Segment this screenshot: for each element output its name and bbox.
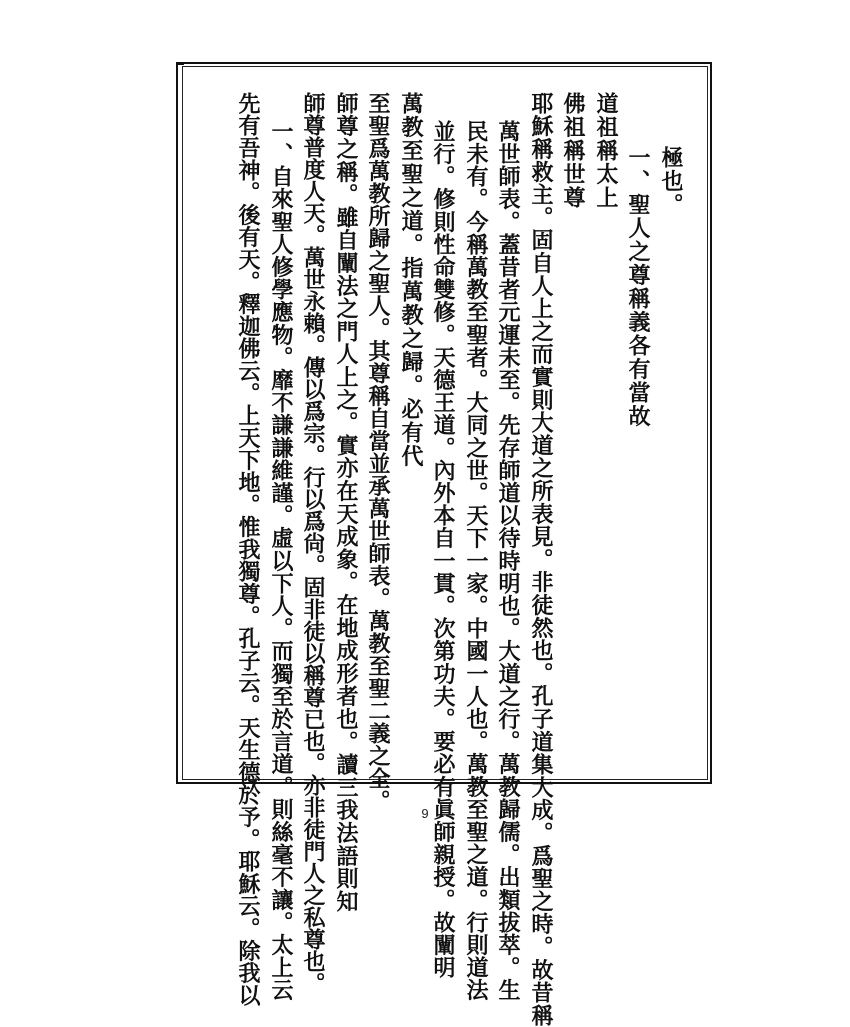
text-column-3: 道祖稱太上	[593, 92, 619, 210]
text-column-7: 民未有。今稱萬教至聖者。大同之世。天下一家。中國一人也。萬教至聖之道。行則道法	[463, 120, 489, 1002]
text-column-2: 一、聖人之尊稱義各有當故	[625, 146, 651, 428]
text-column-12: 師尊普度人天。萬世永賴。傳以爲宗。行以爲尙。固非徒以稱尊已也。亦非徒門人之私尊也。	[300, 92, 326, 994]
text-column-9: 萬教至聖之道。指萬教之歸。必有代	[398, 92, 424, 468]
text-column-1: 極也。	[658, 146, 684, 217]
text-column-8: 並行。修則性命雙修。天德王道。內外本自一貫。次第功夫。要必有眞師親授。故闡明	[430, 120, 456, 979]
text-column-11: 師尊之稱。雖自闡法之門人上之。實亦在天成象。在地成形者也。讀三我法語則知	[333, 92, 359, 913]
text-column-10: 至聖爲萬教所歸之聖人。其尊稱自當並承萬世師表。萬教至聖二義之全。	[365, 92, 391, 812]
border-notch	[176, 62, 184, 65]
text-column-4: 佛祖稱世尊	[560, 92, 586, 210]
text-column-14: 先有吾神。後有天。釋迦佛云。上天下地。惟我獨尊。孔子云。天生德於予。耶穌云。除我以	[235, 92, 261, 1007]
text-column-13: 一、自來聖人修學應物。靡不謙謙維謹。虛以下人。而獨至於言道。則絲毫不讓。太上云	[268, 120, 294, 1002]
text-column-5: 耶穌稱救主。固自人上之而實則大道之所表見。非徒然也。孔子道集大成。爲聖之時。故昔稱	[528, 92, 554, 1027]
page-number: 9	[421, 806, 429, 821]
text-column-6: 萬世師表。蓋昔者元運未至。先存師道以待時明也。大道之行。萬教歸儒。出類拔萃。生	[495, 120, 521, 1002]
